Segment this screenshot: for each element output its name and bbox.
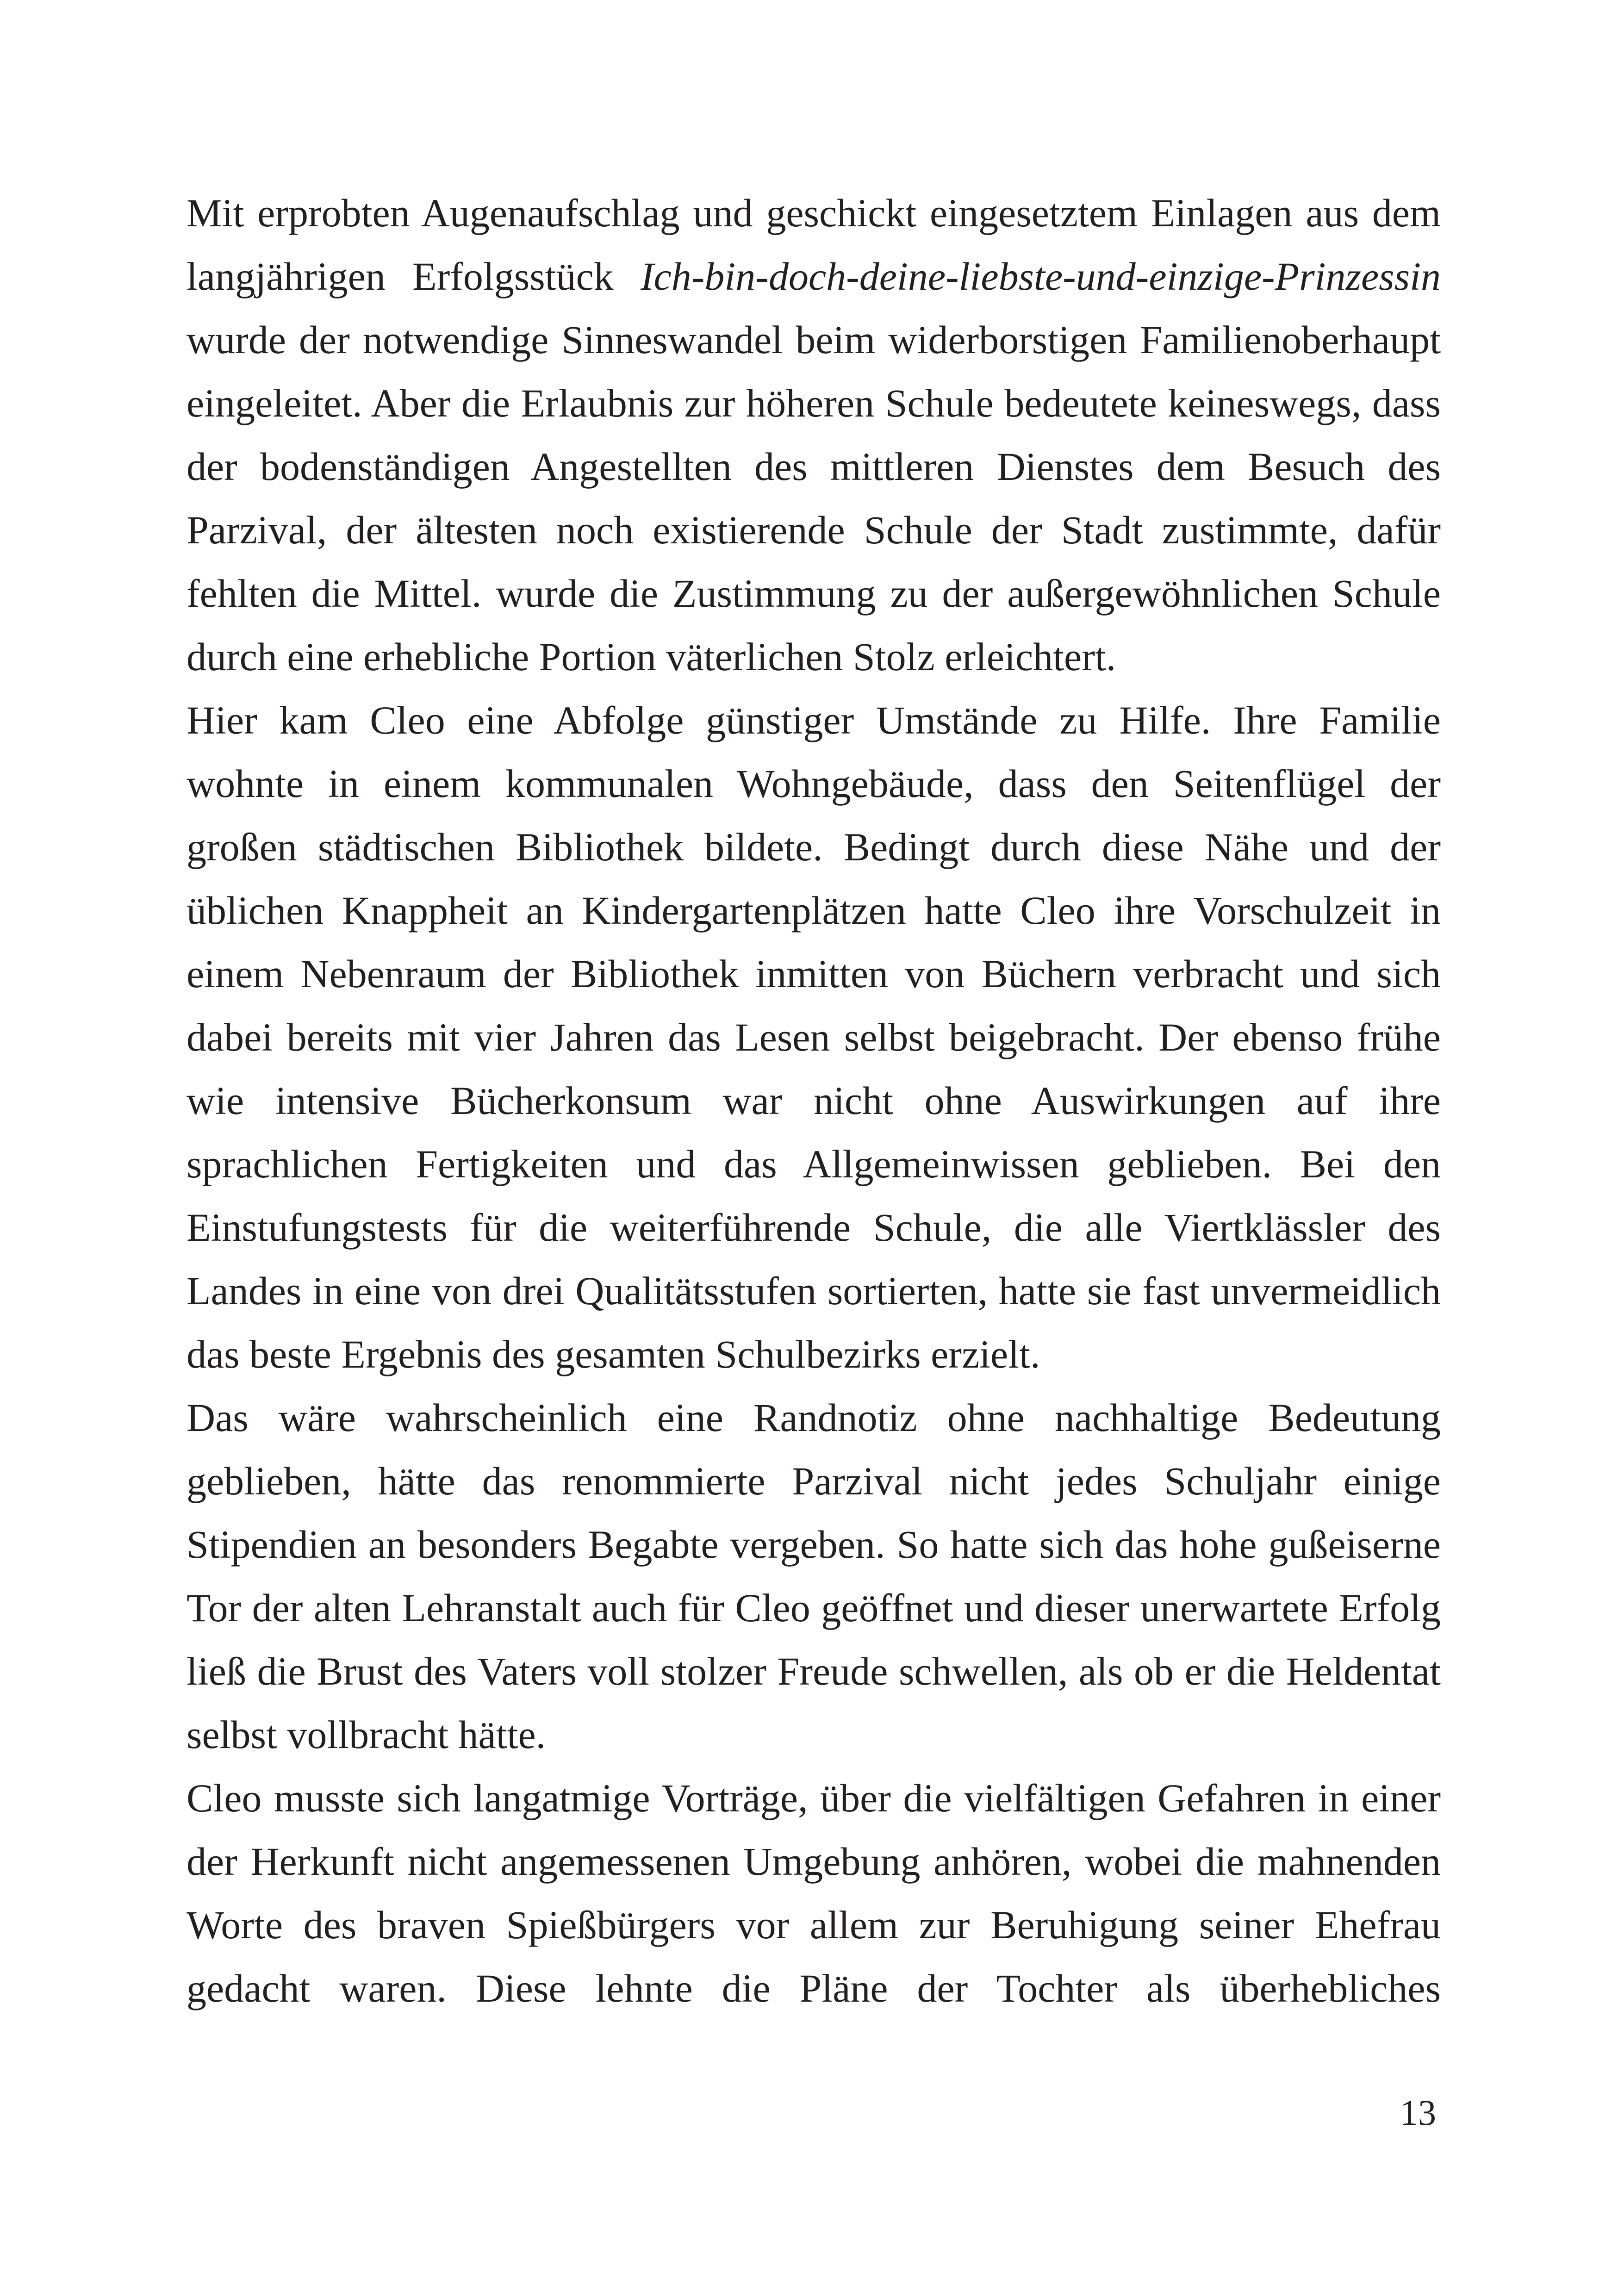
- paragraph-1-text-end: wurde der notwendige Sinneswandel beim widerborstigen Familienoberhaupt eingeleitet. Aber die Erlaubnis zur höheren Schule bedeutete keineswegs, dass der bodenständigen Angestellten des mittleren Dienstes dem Besuch des Parzival, der ältesten noch existierende Schule der Stadt zustimmte, dafür fehlten die Mittel. wurde die Zustimmung zu der außergewöhnlichen Schule durch eine erhebliche Portion väterlichen Stolz erleichtert.: [187, 317, 1441, 679]
- page-number: 13: [1400, 2092, 1436, 2133]
- body-text: [187, 181, 1441, 2020]
- paragraph-3: Das wäre wahrscheinlich eine Randnotiz ohne nachhaltige Bedeutung geblieben, hätte das renommierte Parzival nicht jedes Schuljahr einige Stipendien an besonders Begabte vergeben. So hatte sich das hohe gußeiserne Tor der alten Lehranstalt auch für Cleo geöffnet und dieser unerwartete Erfolg ließ die Brust des Vaters voll stolzer Freude schwellen, als ob er die Heldentat selbst vollbracht hätte.: [187, 1395, 1441, 1757]
- paragraph-1: [187, 181, 1441, 689]
- paragraph-4: Cleo musste sich langatmige Vorträge, über die vielfältigen Gefahren in einer der Herkunft nicht angemessenen Umgebung anhören, wobei die mahnenden Worte des braven Spießbürgers vor allem zur Beruhigung seiner Ehefrau gedacht waren. Diese lehnte die Pläne der Tochter als überhebliches: [187, 1776, 1441, 2010]
- paragraph-1-text-start: Mit erprobten Augenaufschlag und geschickt eingesetztem Einlagen aus dem langjährigen Erfolgsstück: [187, 191, 1441, 299]
- paragraph-2: Hier kam Cleo eine Abfolge günstiger Umstände zu Hilfe. Ihre Familie wohnte in einem kommunalen Wohngebäude, dass den Seitenflügel der großen städtischen Bibliothek bildete. Bedingt durch diese Nähe und der üblichen Knappheit an Kindergartenplätzen hatte Cleo ihre Vorschulzeit in einem Nebenraum der Bibliothek inmitten von Büchern verbracht und sich dabei bereits mit vier Jahren das Lesen selbst beigebracht. Der ebenso frühe wie intensive Bücherkonsum war nicht ohne Auswirkungen auf ihre sprachlichen Fertigkeiten und das Allgemeinwissen geblieben. Bei den Einstufungstests für die weiterführende Schule, die alle Viertklässler des Landes in eine von drei Qualitätsstufen sortierten, hatte sie fast unvermeidlich das beste Ergebnis des gesamten Schulbezirks erzielt.: [187, 698, 1441, 1376]
- play-title-italic: Ich-bin-doch-deine-liebste-und-einzige-Prinzessin: [640, 254, 1441, 299]
